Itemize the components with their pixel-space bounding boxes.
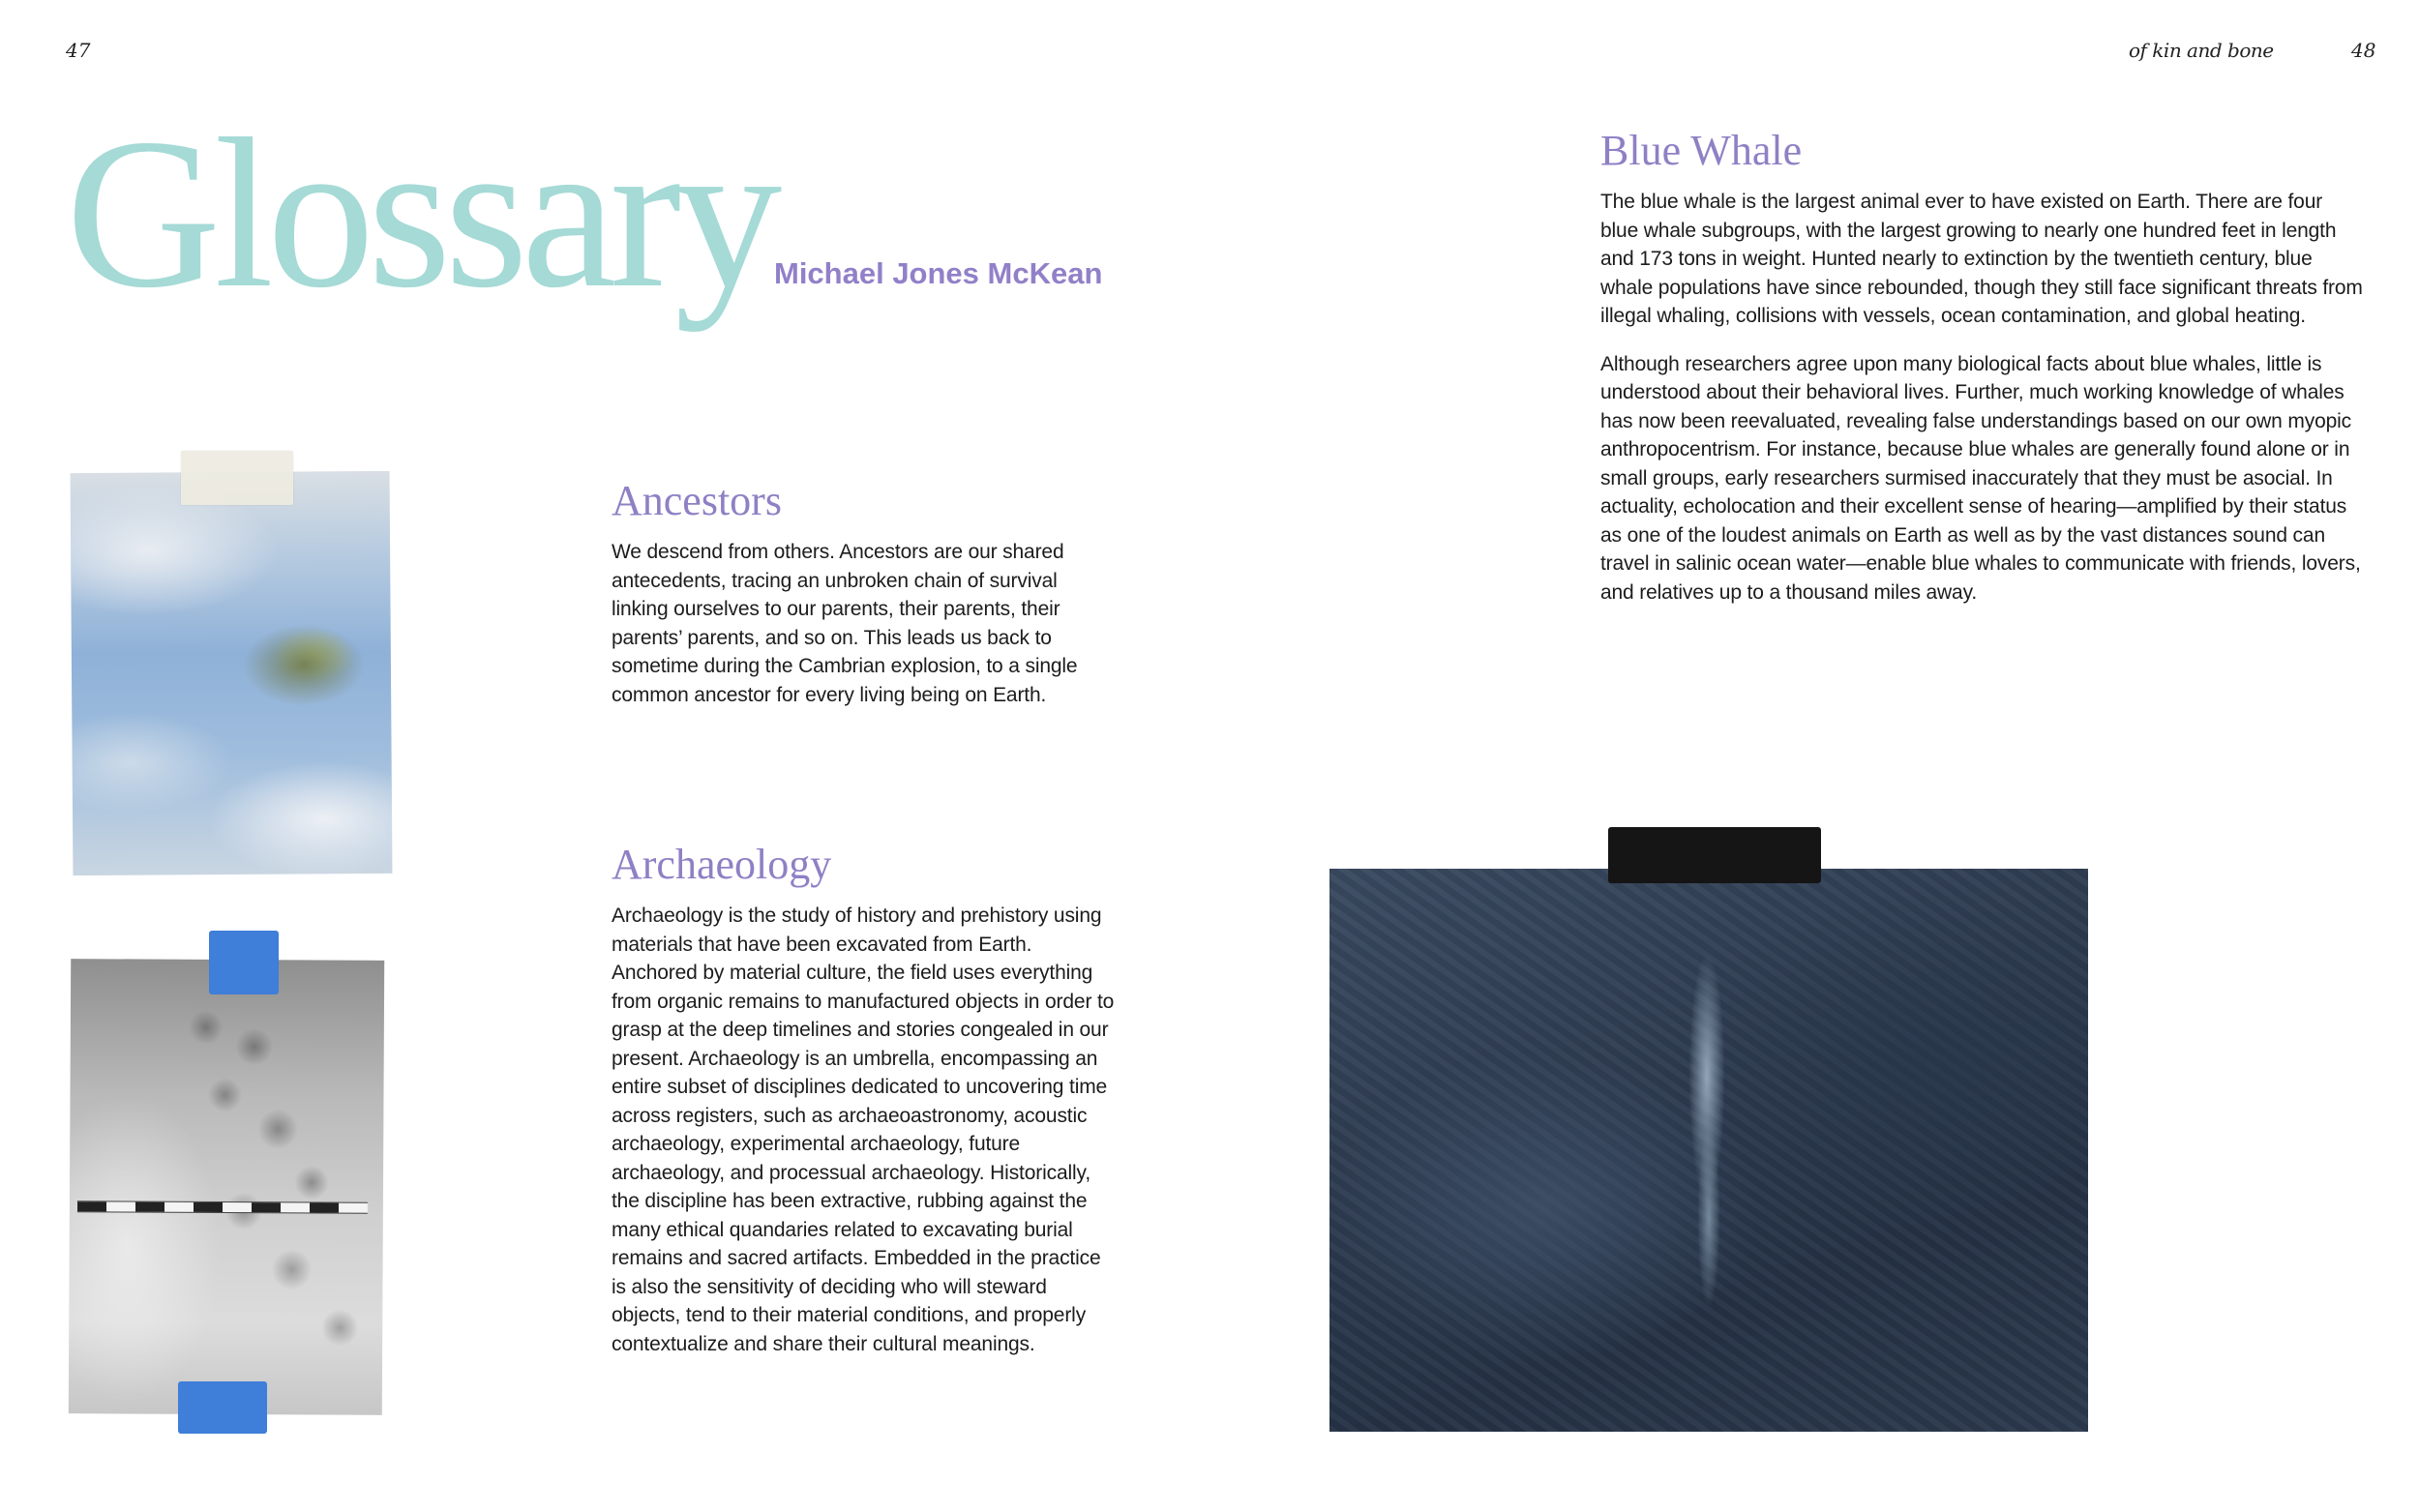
page-title: Glossary — [66, 95, 776, 333]
entry-ancestors — [612, 478, 1115, 728]
entry-term: Blue Whale — [1600, 127, 1803, 174]
blue-whale-aerial-photo — [1329, 869, 2088, 1432]
excavation-photo — [69, 959, 384, 1415]
entry-archaeology — [612, 842, 1115, 1378]
water-reflection-photo — [71, 471, 393, 875]
running-head: of kin and bone — [2129, 39, 2274, 62]
blue-tape-bottom — [178, 1381, 267, 1434]
author-name: Michael Jones McKean — [774, 256, 1103, 290]
masking-tape — [181, 451, 293, 505]
entry-blue-whale — [1600, 128, 2365, 626]
entry-term: Archaeology — [612, 841, 832, 888]
entry-body-paragraph-2: Although researchers agree upon many biological facts about blue whales, little is understood about their behavioral lives. Further, much working knowledge of whales has now been reevaluated, revealing false understandings based on our own myopic anthropocentrism. For instance, because blue whales are generally found alone or in small groups, early researchers surmised inaccurately that they must be asocial. In actuality, echolocation and their excellent sense of hearing—amplified by their status as one of the loudest animals on Earth as well as by the vast distances sound can travel in salinic ocean water—enable blue whales to communicate with friends, lovers, and relatives up to a thousand miles away. — [1600, 352, 2361, 604]
entry-body-paragraph-1: The blue whale is the largest animal ever to have existed on Earth. There are four blue whale subgroups, with the largest growing to nearly one hundred feet in length and 173 tons in weight. Hunted nearly to extinction by the twentieth century, blue whale populations have since rebounded, though they still face significant threats from illegal whaling, collisions with vessels, ocean contamination, and global heating. — [1600, 191, 2363, 328]
black-tape — [1608, 827, 1821, 883]
page-number-left: 47 — [66, 39, 91, 62]
entry-body: We descend from others. Ancestors are our shared antecedents, tracing an unbroken chain of survival linking ourselves to our parents, their parents, their parents’ parents, and so on. This leads us back to sometime during the Cambrian explosion, to a single common ancestor for every living being on Earth. — [612, 541, 1078, 706]
measuring-scale-bar — [77, 1201, 368, 1214]
page-number-right: 48 — [2351, 39, 2376, 62]
blue-tape-top — [209, 931, 279, 994]
entry-term: Ancestors — [612, 477, 782, 524]
entry-body: Archaeology is the study of history and prehistory using materials that have been excavated from Earth. Anchored by material culture, the field uses everything from organic remains to manufactured objects in order to grasp at the deep timelines and stories congealed in our present. Archaeology is an umbrella, encompassing an entire subset of disciplines dedicated to uncovering time across registers, such as archaeoastronomy, acoustic archaeology, experimental archaeology, future archaeology, and processual archaeology. Historically, the discipline has been extractive, rubbing against the many ethical quandaries related to excavating burial remains and sacred artifacts. Embedded in the practice is also the sensitivity of deciding who will steward objects, tend to their material conditions, and properly contextualize and share their cultural meanings. — [612, 904, 1115, 1355]
